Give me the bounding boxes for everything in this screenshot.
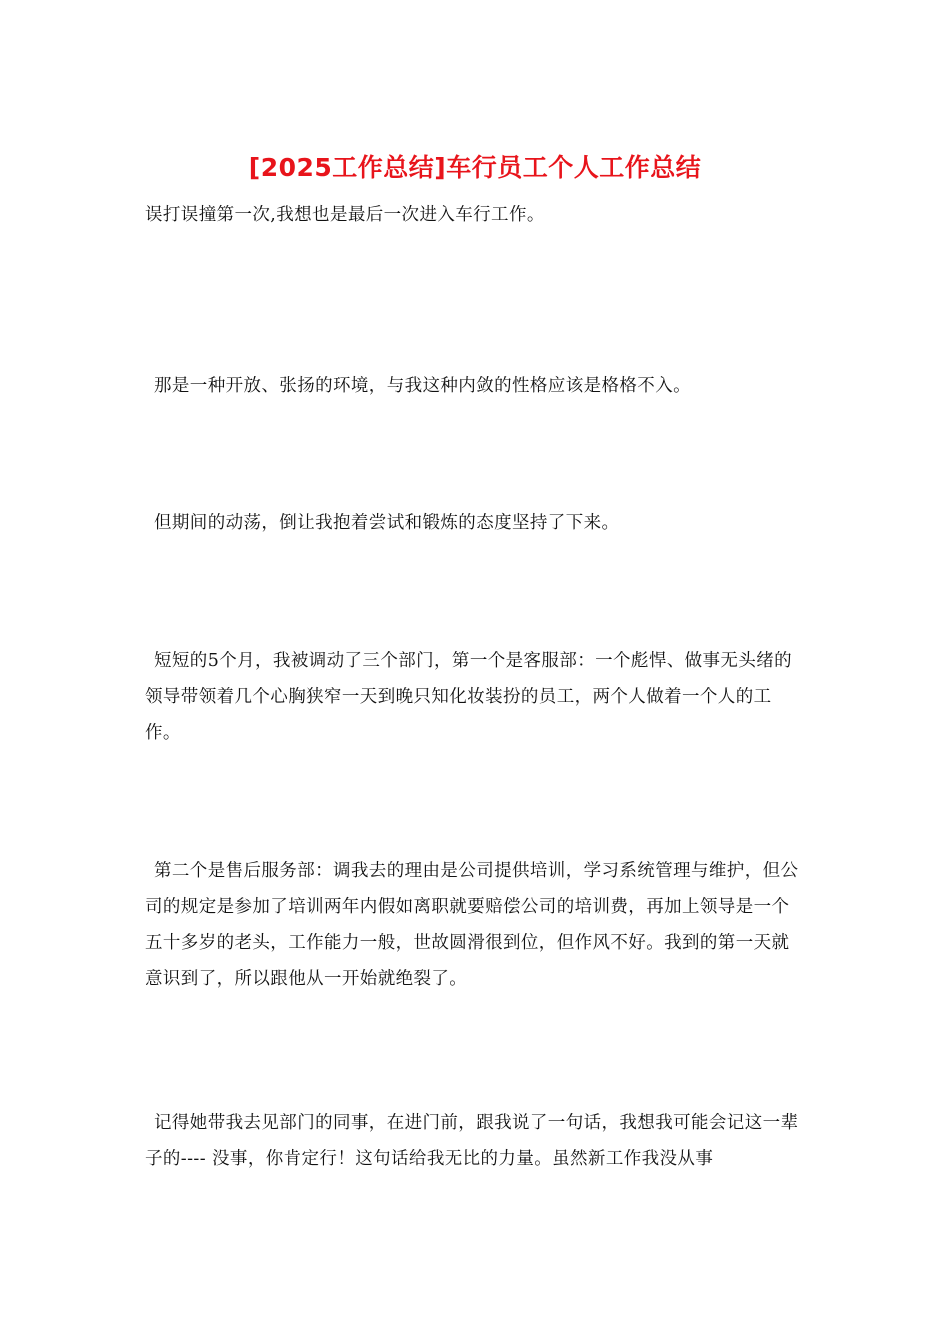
paragraph-4 <box>145 643 805 751</box>
document-title: [2025工作总结]车行员工个人工作总结 <box>248 153 702 182</box>
paragraph-5-text: 第二个是售后服务部：调我去的理由是公司提供培训，学习系统管理与维护，但公司的规定是参加了培训两年内假如离职就要赔偿公司的培训费，再加上领导是一个五十多岁的老头，工作能力一般，世故圆滑很到位，但作风不好。我到的第一天就意识到了，所以跟他从一开始就绝裂了。 <box>145 861 799 989</box>
paragraph-1 <box>145 197 805 233</box>
paragraph-2-text: 那是一种开放、张扬的环境，与我这种内敛的性格应该是格格不入。 <box>154 376 691 396</box>
paragraph-6-text: 记得她带我去见部门的同事，在进门前，跟我说了一句话，我想我可能会记这一辈子的---- 没事，你肯定行！这句话给我无比的力量。虽然新工作我没从事 <box>145 1113 799 1169</box>
paragraph-1-text: 误打误撞第一次,我想也是最后一次进入车行工作。 <box>145 205 545 225</box>
paragraph-4-text: 短短的5个月，我被调动了三个部门，第一个是客服部：一个彪悍、做事无头绪的领导带领着几个心胸狭窄一天到晚只知化妆装扮的员工，两个人做着一个人的工作。 <box>145 651 793 743</box>
paragraph-3-text: 但期间的动荡，倒让我抱着尝试和锻炼的态度坚持了下来。 <box>154 513 620 533</box>
paragraph-6 <box>145 1105 805 1177</box>
paragraph-5 <box>145 853 805 997</box>
paragraph-3 <box>145 505 805 541</box>
paragraph-2 <box>145 368 805 404</box>
